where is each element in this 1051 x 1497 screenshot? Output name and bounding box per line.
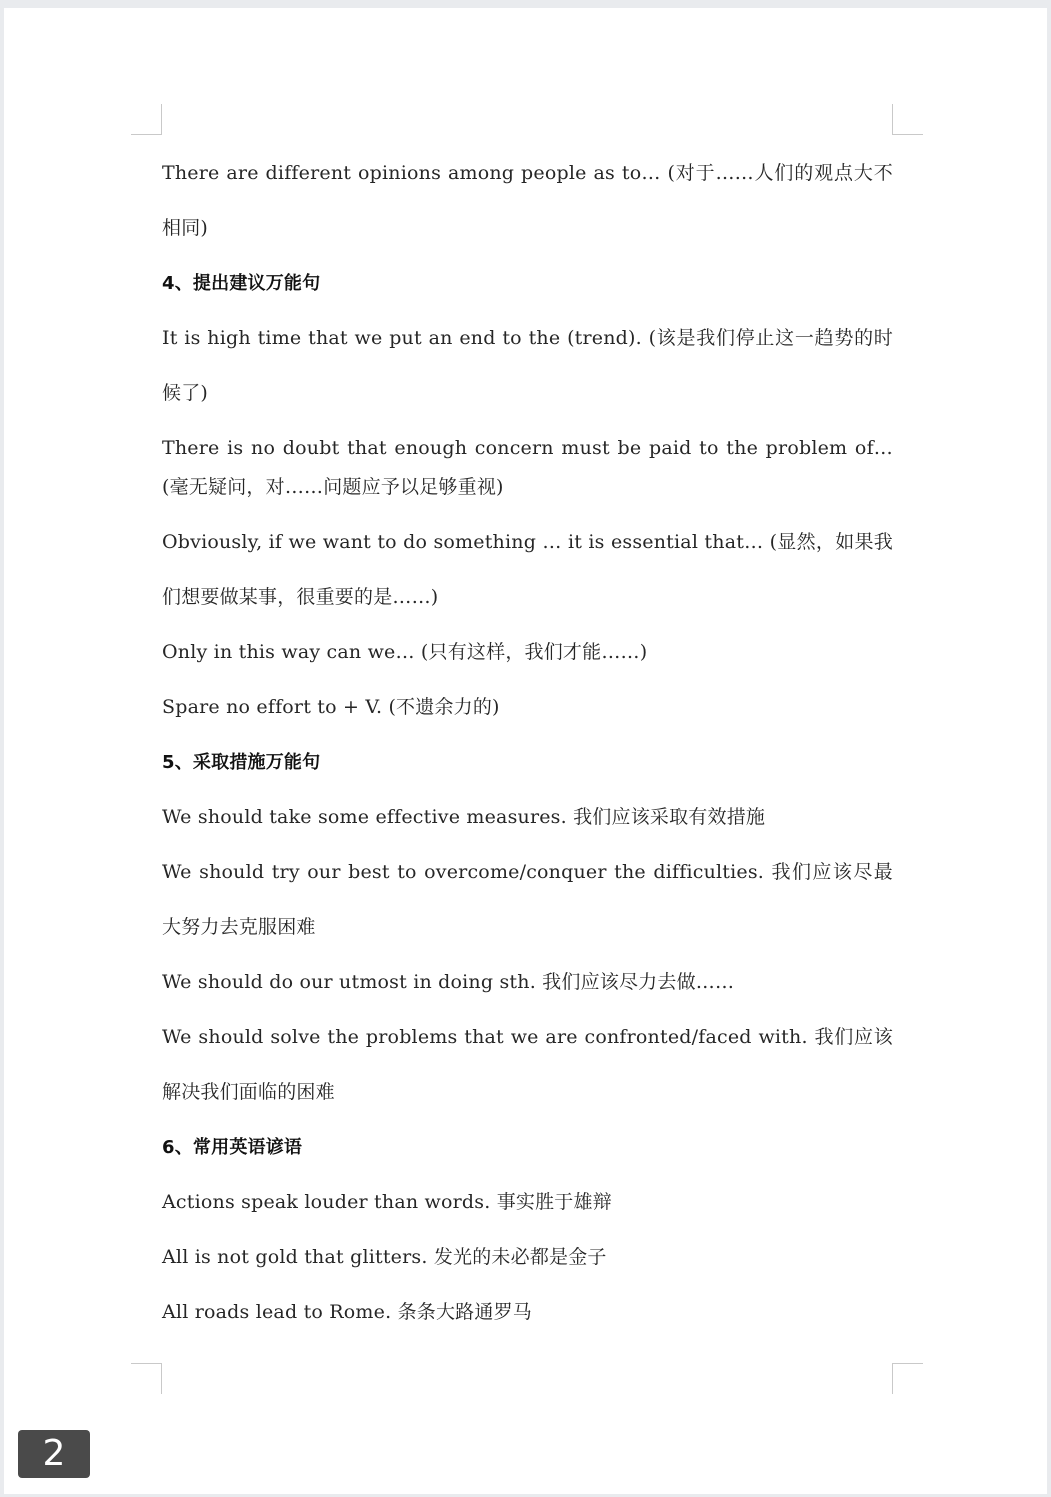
margin-mark-top-left — [131, 104, 162, 135]
page-number-badge: 2 — [18, 1430, 90, 1478]
document-page — [4, 8, 1047, 1494]
paragraph: Actions speak louder than words. 事实胜于雄辩 — [162, 1191, 612, 1213]
paragraph: Spare no effort to + V. (不遗余力的) — [162, 696, 500, 718]
margin-mark-top-right — [892, 104, 923, 135]
paragraph: We should do our utmost in doing sth. 我们应该尽力去做…… — [162, 971, 735, 993]
paragraph: It is high time that we put an end to the (trend). (该是我们停止这一趋势的时候了) — [162, 327, 893, 404]
section-heading-5: 5、采取措施万能句 — [162, 752, 321, 773]
section-heading-6: 6、常用英语谚语 — [162, 1137, 303, 1158]
paragraph: There are different opinions among people as to… (对于……人们的观点大不相同) — [162, 162, 893, 239]
margin-mark-bottom-left — [131, 1363, 162, 1394]
paragraph: We should take some effective measures. 我们应该采取有效措施 — [162, 806, 766, 828]
section-heading-4: 4、提出建议万能句 — [162, 273, 321, 294]
paragraph: We should try our best to overcome/conquer the difficulties. 我们应该尽最大努力去克服困难 — [162, 861, 893, 938]
paragraph: There is no doubt that enough concern must be paid to the problem of… (毫无疑问，对……问题应予以足够重视) — [162, 437, 893, 498]
document-body — [162, 146, 893, 1340]
paragraph: All roads lead to Rome. 条条大路通罗马 — [162, 1301, 532, 1323]
paragraph: Obviously, if we want to do something … it is essential that… (显然，如果我们想要做某事，很重要的是……) — [162, 531, 893, 608]
margin-mark-bottom-right — [892, 1363, 923, 1394]
paragraph: Only in this way can we… (只有这样，我们才能……) — [162, 641, 648, 663]
paragraph: We should solve the problems that we are confronted/faced with. 我们应该解决我们面临的困难 — [162, 1026, 893, 1103]
paragraph: All is not gold that glitters. 发光的未必都是金子 — [162, 1246, 607, 1268]
